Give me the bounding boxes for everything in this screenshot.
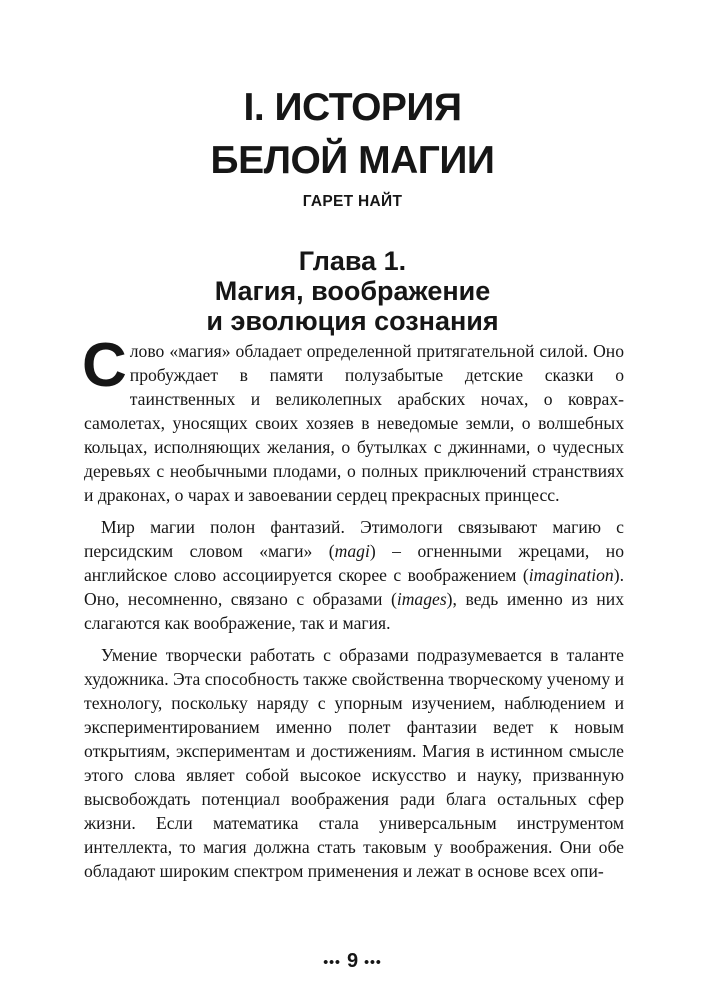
chapter-title-line-1: Магия, воображение bbox=[214, 276, 491, 306]
drop-cap: С bbox=[82, 331, 127, 400]
part-title-line-1: I. ИСТОРИЯ bbox=[243, 86, 462, 129]
author-name: ГАРЕТ НАЙТ bbox=[302, 193, 403, 210]
paragraph-2-part-d: ), ведь именно из них слагаются как воображение, так и магия. bbox=[84, 589, 624, 633]
part-title-line-2: БЕЛОЙ МАГИИ bbox=[210, 139, 495, 182]
chapter-title-line-2: и эволюция сознания bbox=[206, 306, 499, 336]
paragraph-2 bbox=[84, 516, 624, 636]
paragraph-3 bbox=[84, 644, 624, 884]
paragraph-2-part-b: ) – огненными жрецами, но английское слово ассоциируется скорее с воображением ( bbox=[84, 541, 625, 586]
chapter-number: Глава 1. bbox=[298, 246, 407, 276]
page-footer bbox=[0, 950, 705, 973]
paragraph-3-text: Умение творчески работать с образами подразумевается в таланте художника. Эта способность также свойственна творческому ученому и технологу, поскольку наряду с упорным изучением, наблюдением и экспериментированием именно полет фантазии ведет к новым открытиям, экспериментам и достижениям. Магия в истинном смысле этого слова являет собой высокое искусство и науку, призванную высвобождать потенциал воображения ради блага остальных сфер жизни. Если математика стала универсальным инструментом интеллекта, то магия должна стать таковым у воображения. Они обе обладают широким спектром применения и лежат в основе всех опи- bbox=[84, 645, 624, 882]
page-number: 9 bbox=[346, 950, 359, 972]
italic-imagination: imagination bbox=[528, 565, 614, 586]
paragraph-1 bbox=[82, 331, 624, 508]
paragraph-1-text: лово «магия» обладает определенной притягательной силой. Оно пробуждает в памяти полузабытые детские сказки о таинственных и великолепных арабских ночах, о коврах-самолетах, уносящих своих хозяев в неведомые земли, о волшебных кольцах, исполняющих желания, о бутылках с джиннами, о чудесных деревьях с необычными плодами, о полных приключений странствиях и драконах, о чарах и завоевании сердец прекрасных принцесс. bbox=[84, 341, 624, 505]
italic-magi: magi bbox=[334, 541, 370, 562]
paragraph-2-part-a: Мир магии полон фантазий. Этимологи связывают магию с персидским словом «маги» ( bbox=[84, 517, 624, 562]
folio-dots-right: ••• bbox=[364, 953, 382, 970]
italic-images: images bbox=[396, 589, 447, 610]
body-text bbox=[82, 331, 625, 884]
paragraph-2-part-c: ). Оно, несомненно, связано с образами ( bbox=[84, 565, 624, 610]
folio-dots-left: ••• bbox=[323, 953, 341, 970]
